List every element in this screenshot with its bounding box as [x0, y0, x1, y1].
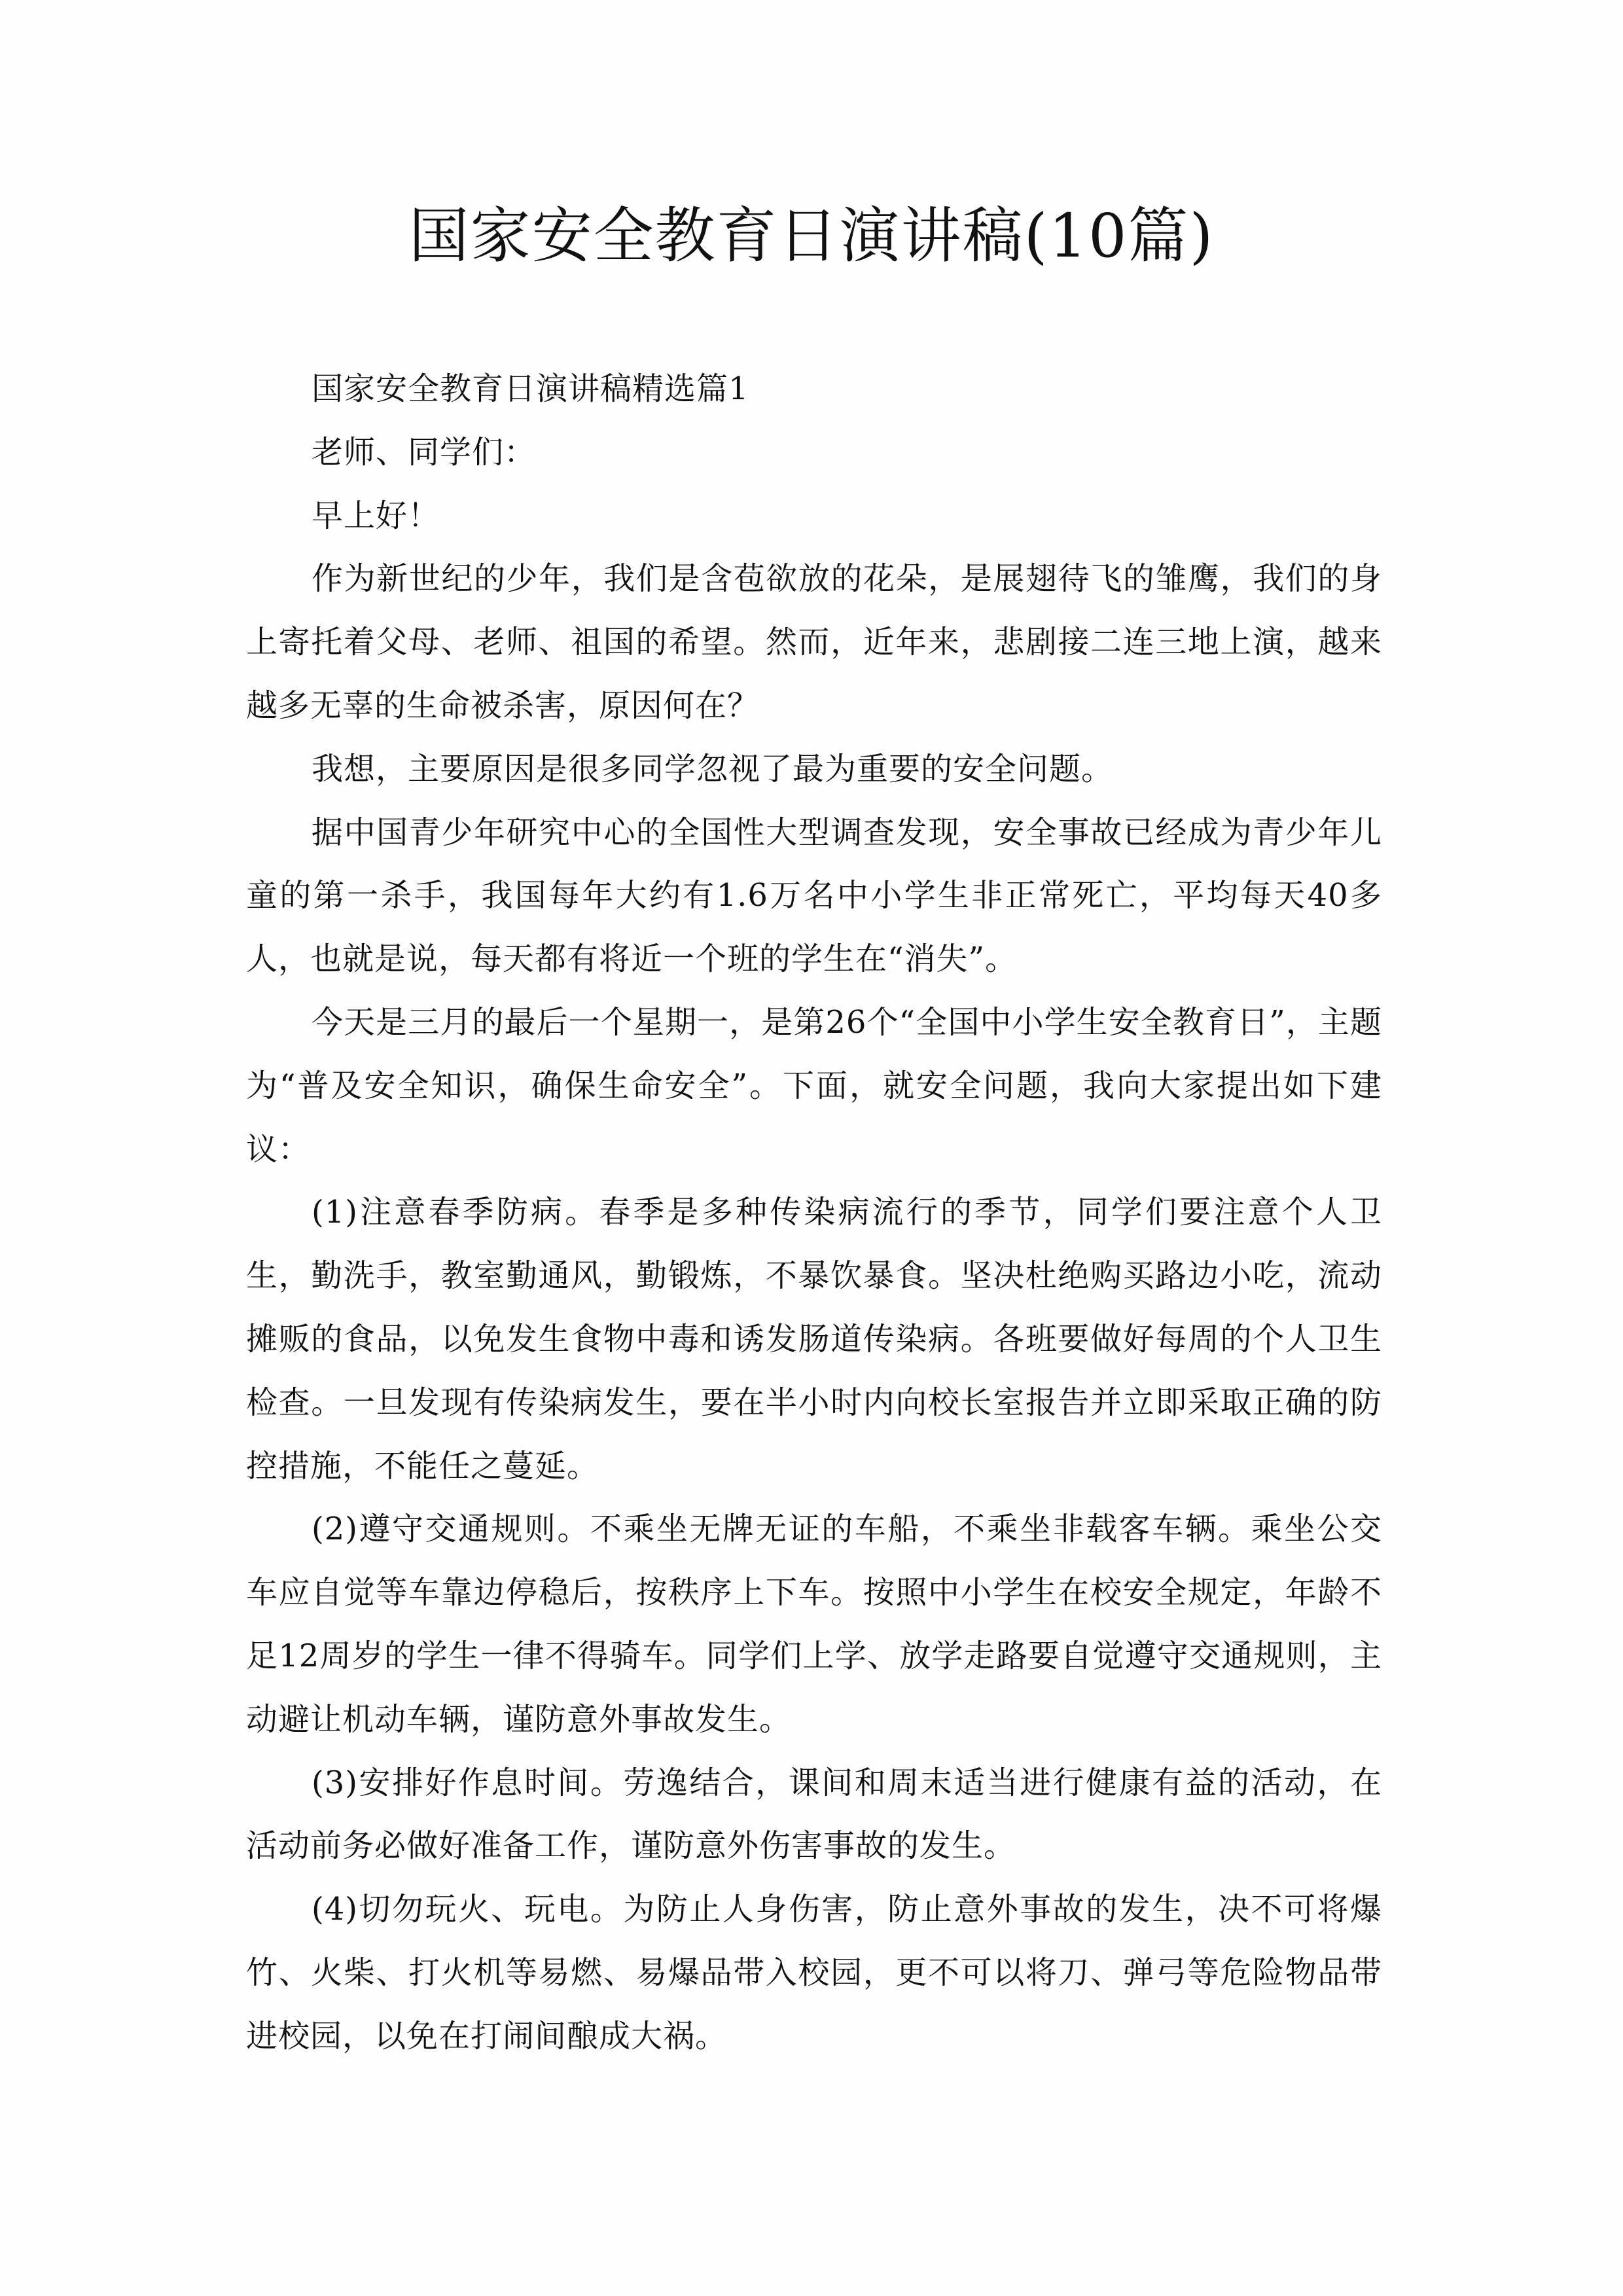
paragraph: 今天是三月的最后一个星期一，是第26个“全国中小学生安全教育日”，主题为“普及安全知识，确保生命安全”。下面，就安全问题，我向大家提出如下建议： [246, 1003, 1382, 1168]
paragraph: 作为新世纪的少年，我们是含苞欲放的花朵，是展翅待飞的雏鹰，我们的身上寄托着父母、老师、祖国的希望。然而，近年来，悲剧接二连三地上演，越来越多无辜的生命被杀害，原因何在？ [246, 560, 1382, 724]
document-title: 国家安全教育日演讲稿(10篇) [408, 201, 1215, 271]
paragraph: 我想，主要原因是很多同学忽视了最为重要的安全问题。 [312, 750, 1114, 787]
suggestion-item: (2)遵守交通规则。不乘坐无牌无证的车船，不乘坐非载客车辆。乘坐公交车应自觉等车靠边停稳后，按秩序上下车。按照中小学生在校安全规定，年龄不足12周岁的学生一律不得骑车。同学们上学、放学走路要自觉遵守交通规则，主动避让机动车辆，谨防意外事故发生。 [246, 1511, 1382, 1738]
suggestion-item: (1)注意春季防病。春季是多种传染病流行的季节，同学们要注意个人卫生，勤洗手，教室勤通风，勤锻炼，不暴饮暴食。坚决杜绝购买路边小吃，流动摊贩的食品，以免发生食物中毒和诱发肠道传染病。各班要做好每周的个人卫生检查。一旦发现有传染病发生，要在半小时内向校长室报告并立即采取正确的防控措施，不能任之蔓延。 [246, 1194, 1382, 1484]
section-heading: 国家安全教育日演讲稿精选篇1 [312, 370, 749, 407]
document-body [246, 357, 1382, 2068]
suggestion-item: (4)切勿玩火、玩电。为防止人身伤害，防止意外事故的发生，决不可将爆竹、火柴、打火机等易燃、易爆品带入校园，更不可以将刀、弹弓等危险物品带进校园，以免在打闹间酿成大祸。 [246, 1891, 1382, 2054]
paragraph: 据中国青少年研究中心的全国性大型调查发现，安全事故已经成为青少年儿童的第一杀手，我国每年大约有1.6万名中小学生非正常死亡，平均每天40多人，也就是说，每天都有将近一个班的学生在“消失”。 [246, 814, 1382, 978]
suggestion-item: (3)安排好作息时间。劳逸结合，课间和周末适当进行健康有益的活动，在活动前务必做好准备工作，谨防意外伤害事故的发生。 [246, 1764, 1382, 1865]
greeting: 早上好！ [312, 497, 440, 534]
salutation: 老师、同学们： [312, 433, 537, 471]
